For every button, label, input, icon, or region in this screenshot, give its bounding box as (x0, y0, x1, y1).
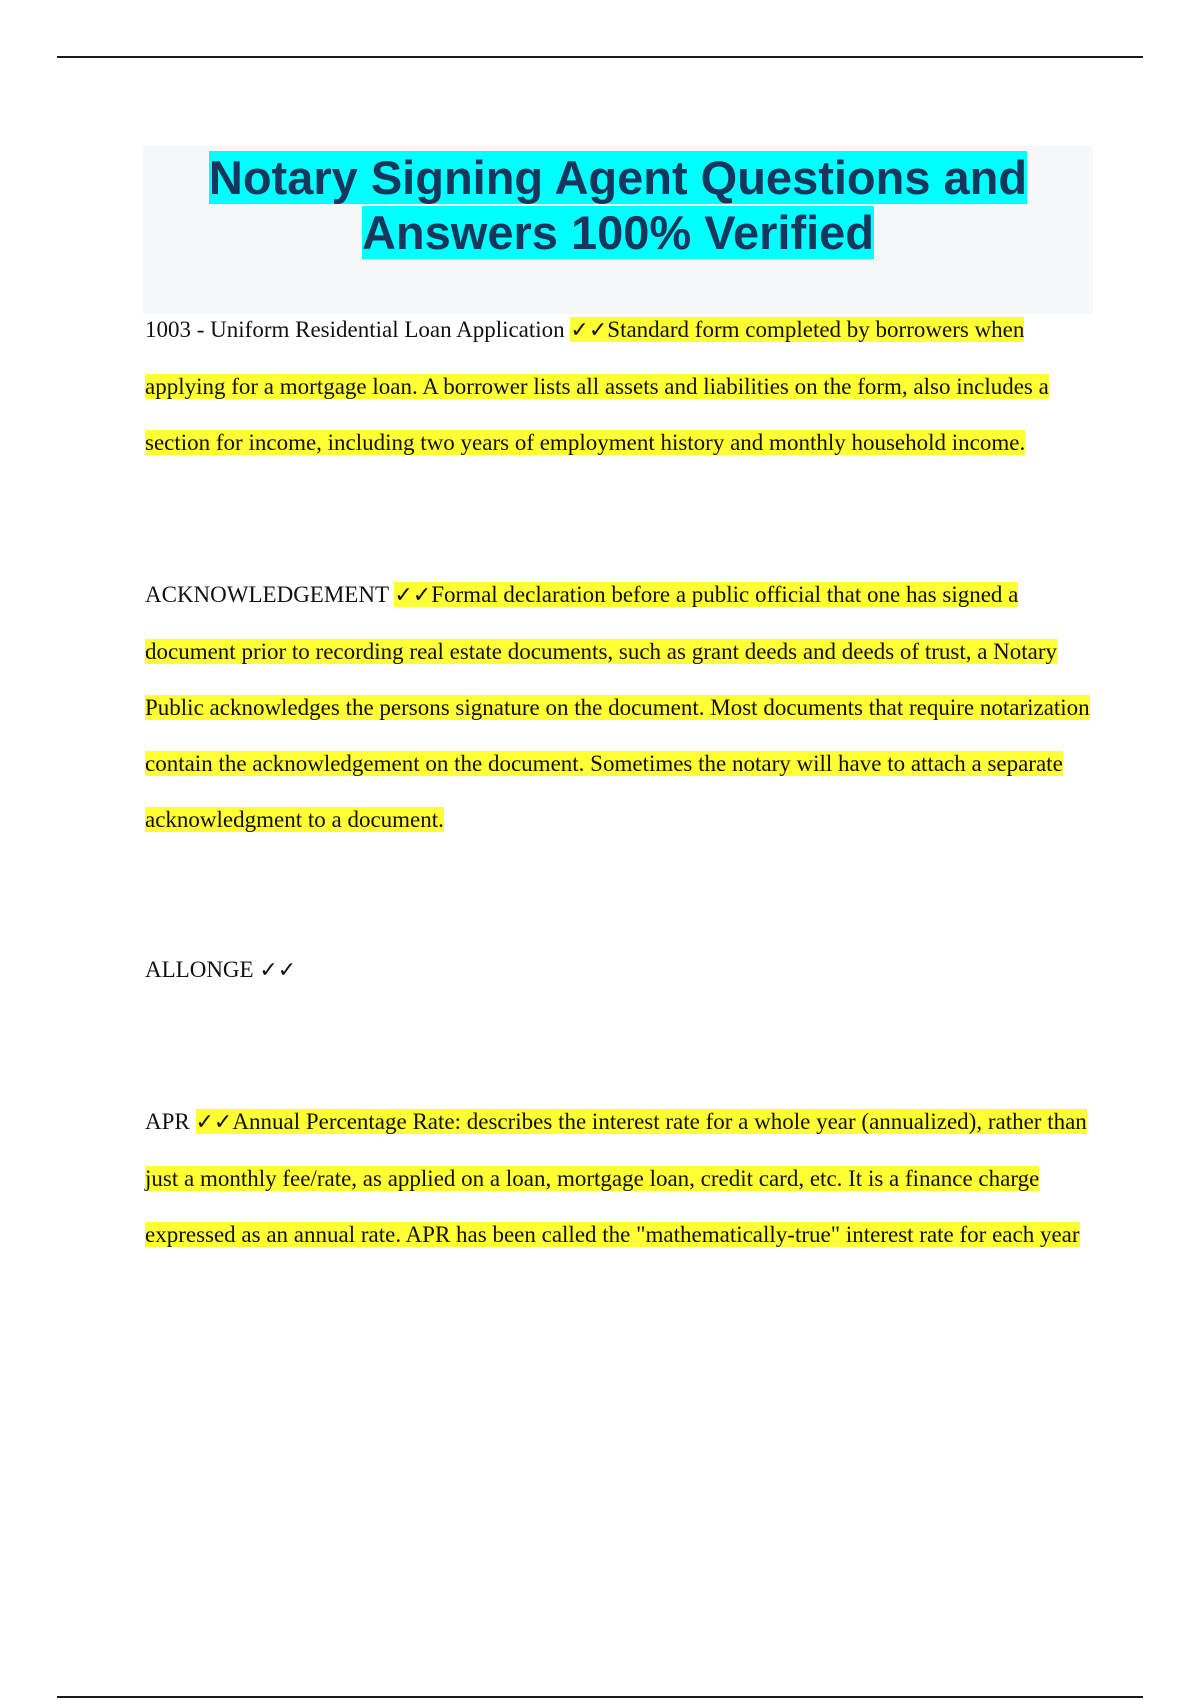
qa-entry-apr (145, 1094, 1095, 1263)
entry-answer (145, 1109, 1087, 1247)
document-title-text: Notary Signing Agent Questions and Answers 100% Verified (208, 151, 1028, 259)
qa-entry-1003 (145, 302, 1095, 471)
double-check-icon: ✓✓ (570, 318, 608, 343)
entry-definition: Formal declaration before a public official that one has signed a document prior to recording real estate documents, such as grant deeds and deeds of trust, a Notary Public acknowledges the persons signature on the document. Most documents that require notarization contain the acknowledgement on the document. Sometimes the notary will have to attach a separate acknowledgment to a document. (145, 582, 1090, 832)
document-title (143, 146, 1093, 260)
footer-rule (57, 1696, 1143, 1698)
entry-term: ACKNOWLEDGEMENT (145, 582, 389, 607)
double-check-icon: ✓✓ (394, 583, 432, 608)
entry-term: APR (145, 1109, 190, 1134)
qa-entry-allonge (145, 942, 1095, 999)
entry-definition: Annual Percentage Rate: describes the interest rate for a whole year (annualized), rather than just a monthly fee/rate, as applied on a loan, mortgage loan, credit card, etc. It is a finance charge expressed as an annual rate. APR has been called the "mathematically-true" interest rate for each year (145, 1109, 1087, 1247)
title-banner (143, 146, 1093, 314)
qa-entry-acknowledgement (145, 567, 1095, 848)
entry-term: ALLONGE (145, 957, 254, 982)
entry-term: 1003 - Uniform Residential Loan Application (145, 317, 565, 342)
entry-answer (145, 582, 1090, 832)
entry-definition: Standard form completed by borrowers when applying for a mortgage loan. A borrower lists all assets and liabilities on the form, also includes a section for income, including two years of employment history and monthly household income. (145, 317, 1049, 455)
double-check-icon: ✓✓ (195, 1110, 233, 1135)
header-rule (57, 56, 1143, 58)
double-check-icon: ✓✓ (259, 958, 297, 983)
